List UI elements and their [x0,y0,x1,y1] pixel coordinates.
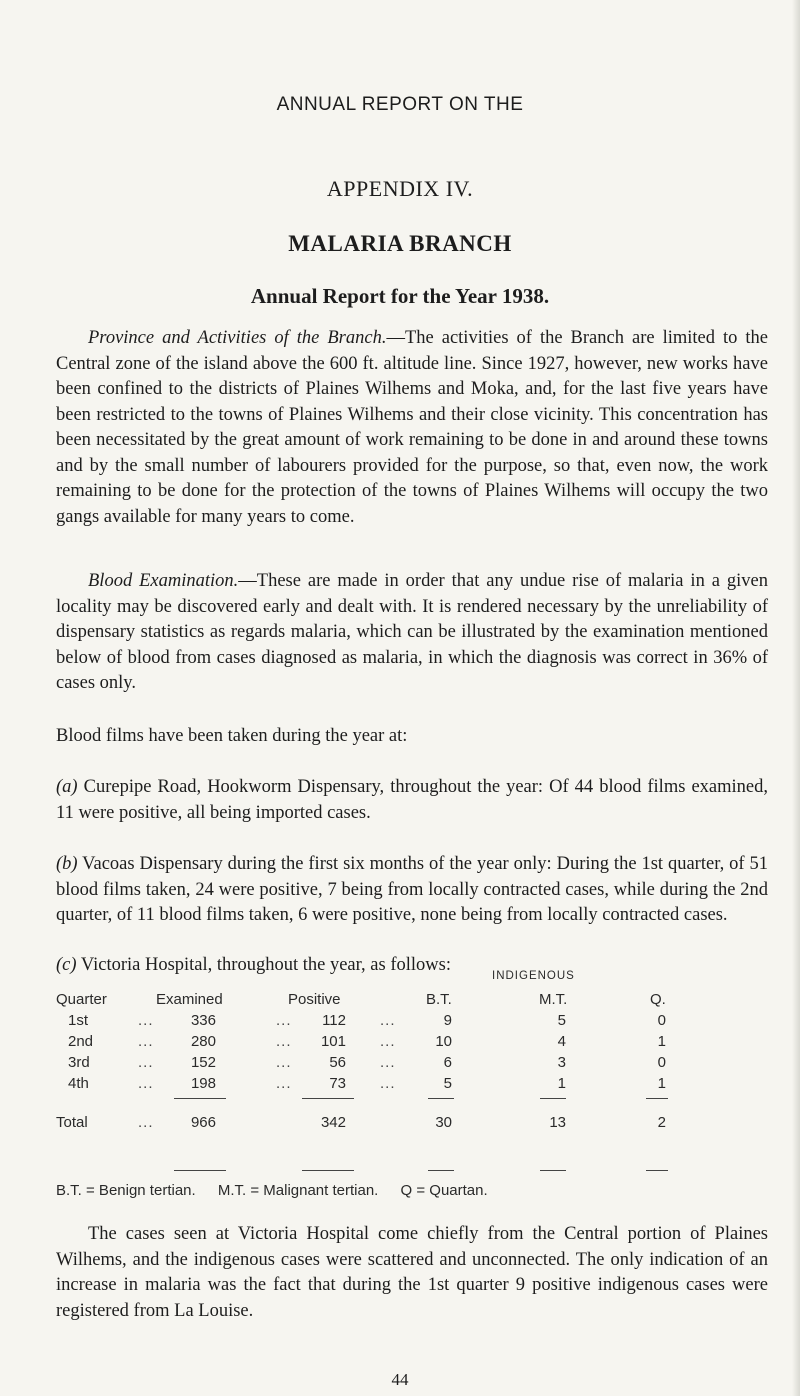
blood-examination-paragraph [56,569,768,697]
item-a-label: (a) [56,777,78,797]
table-row-3-bt: 6 [443,1054,452,1071]
table-row-2-examined: 280 [190,1033,216,1050]
table-row-1-q: 0 [657,1012,666,1029]
item-a-paragraph [56,775,768,826]
leader-dots: ... [138,1054,154,1071]
table-row-2-mt: 4 [557,1033,566,1050]
report-subtitle: Annual Report for the Year 1938. [250,284,550,308]
leader-dots: ... [138,1012,154,1029]
table-row-4-q: 1 [657,1075,666,1092]
total-underline [646,1170,668,1171]
total-underline [302,1170,354,1171]
table-row-1-bt: 9 [443,1012,452,1029]
item-b-paragraph [56,852,768,929]
conclusion-paragraph: The cases seen at Victoria Hospital come chiefly from the Central portion of Plaines Wilhems, and the indigenous cases were scattered and unconnected. The only indication of an increase in malaria was the fact that during the 1st quarter 9 positive indigenous cases were registered from La Louise. [56,1224,768,1321]
total-underline [428,1170,454,1171]
page-number: 44 [391,1370,409,1389]
running-head: ANNUAL REPORT ON THE [276,94,524,115]
branch-title: MALARIA BRANCH [288,231,512,256]
leader-dots: ... [380,1075,396,1092]
indigenous-group-header: INDIGENOUS [492,970,575,982]
item-b-text: Vacoas Dispensary during the first six months of the year only: During the 1st quarter, of 51 blood films taken, 24 were positive, 7 being from locally contracted cases, while during the 2nd quarter, of 11 blood films taken, 6 were positive, none being from locally contracted cases. [56,854,768,925]
table-row-4-bt: 5 [443,1075,452,1092]
table-row-2-q: 1 [657,1033,666,1050]
leader-dots: ... [276,1054,292,1071]
col-header-examined: Examined [156,991,223,1008]
total-underline [540,1170,566,1171]
total-positive: 342 [320,1114,346,1131]
table-row-2-positive: 101 [320,1033,346,1050]
total-rule [540,1098,566,1099]
total-rule [428,1098,454,1099]
col-header-quarter: Quarter [56,991,107,1008]
total-underline [174,1170,226,1171]
appendix-title: APPENDIX IV. [326,176,474,201]
table-row-1-positive: 112 [322,1012,346,1029]
item-c-text: Victoria Hospital, throughout the year, as follows: [76,955,451,975]
col-header-mt: M.T. [539,991,568,1008]
table-row-1-mt: 5 [557,1012,566,1029]
total-label: Total [56,1114,88,1131]
total-rule [302,1098,354,1099]
leader-dots: ... [380,1054,396,1071]
blood-examination-lead: Blood Examination. [88,571,239,591]
leader-dots: ... [276,1075,292,1092]
item-a-text: Curepipe Road, Hookworm Dispensary, throughout the year: Of 44 blood films examined, 11 were positive, all being imported cases. [56,777,768,823]
page-edge-shadow [792,0,800,1396]
col-header-positive: Positive [288,991,341,1008]
province-paragraph [56,326,768,530]
table-row-3-positive: 56 [329,1054,346,1071]
table-row-3-examined: 152 [190,1054,216,1071]
table-row-2-quarter: 2nd [68,1033,94,1050]
leader-dots: ... [138,1075,154,1092]
province-lead: Province and Activities of the Branch. [88,328,387,348]
item-c-label: (c) [56,955,77,975]
col-header-bt: B.T. [426,991,452,1008]
total-rule [646,1098,668,1099]
total-examined: 966 [190,1114,216,1131]
table-row-4-quarter: 4th [68,1075,89,1092]
leader-dots: ... [138,1114,154,1131]
leader-dots: ... [380,1033,396,1050]
legend-bt: B.T. = Benign tertian. [56,1182,196,1199]
item-b-label: (b) [56,854,78,874]
table-row-4-mt: 1 [557,1075,566,1092]
col-header-q: Q. [650,991,666,1008]
table-row-4-examined: 198 [190,1075,216,1092]
total-q: 2 [657,1114,666,1131]
table-row-2-bt: 10 [435,1033,452,1050]
legend-q: Q = Quartan. [400,1182,488,1199]
table-row-3-quarter: 3rd [68,1054,90,1071]
table-row-1-quarter: 1st [68,1012,89,1029]
total-mt: 13 [549,1114,566,1131]
blood-examination-text: —These are made in order that any undue rise of malaria in a given locality may be discovered early and dealt with. It is rendered necessary by the unreliability of dispensary statistics as regards malaria, which can be illustrated by the examination mentioned below of blood from cases diagnosed as malaria, in which the diagnosis was correct in 36% of cases only. [56,571,768,693]
table-row-3-q: 0 [657,1054,666,1071]
leader-dots: ... [380,1012,396,1029]
leader-dots: ... [276,1012,292,1029]
total-bt: 30 [435,1114,452,1131]
victoria-hospital-table [56,950,768,1140]
province-text: —The activities of the Branch are limited to the Central zone of the island above the 600 ft. altitude line. Since 1927, however, new works have been confined to the districts of Plaines Wilhems and Moka, and, for the last five years have been restricted to the towns of Plaines Wilhems and their close vicinity. This concentration has been necessitated by the great amount of work remaining to be done in and around these towns and by the small number of labourers provided for the purpose, so that, even now, the work remaining to be done for the protection of the towns of Plaines Wilhems will occupy the two gangs available for many years to come. [56,328,768,527]
total-rule [174,1098,226,1099]
leader-dots: ... [138,1033,154,1050]
legend-mt: M.T. = Malignant tertian. [217,1182,379,1199]
leader-dots: ... [276,1033,292,1050]
films-intro: Blood films have been taken during the year at: [56,726,408,746]
abbreviation-legend [56,1182,506,1199]
table-row-3-mt: 3 [557,1054,566,1071]
table-row-1-examined: 336 [190,1012,216,1029]
table-row-4-positive: 73 [329,1075,346,1092]
